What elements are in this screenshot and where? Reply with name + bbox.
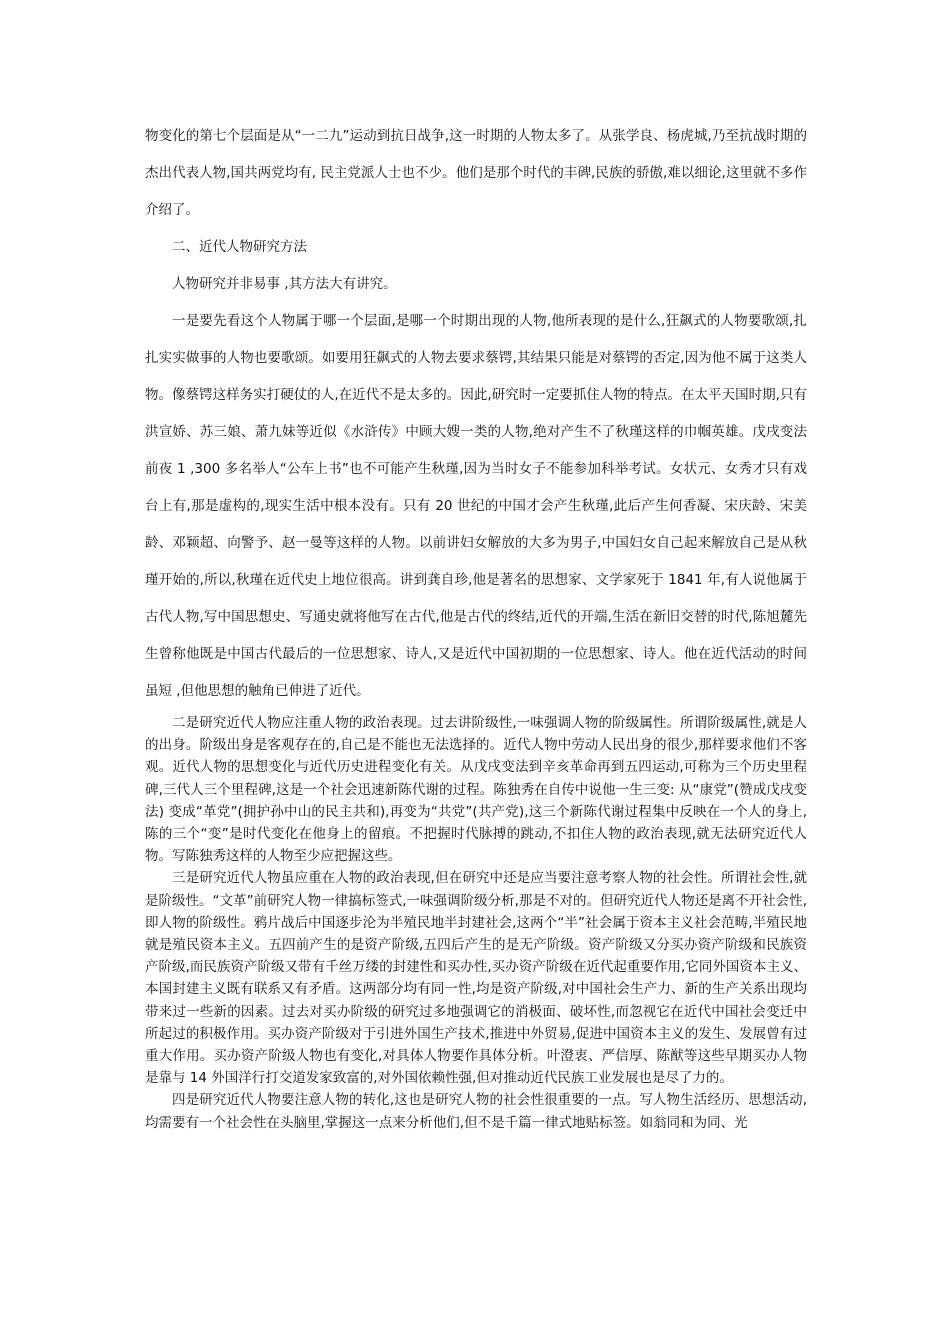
- paragraph-method-four: 四是研究近代人物要注意人物的转化,这也是研究人物的社会性很重要的一点。写人物生活经历、思想活动,均需要有一个社会性在头脑里,掌握这一点来分析他们,但不是千篇一律式地贴标签。如翁同和为同、光: [145, 1092, 807, 1131]
- paragraph-method-one: 一是要先看这个人物属于哪一个层面,是哪一个时期出现的人物,他所表现的是什么,狂飙式的人物要歌颂,扎扎实实做事的人物也要歌颂。如要用狂飙式的人物去要求蔡锷,其结果只能是对蔡锷的否定,因为他不属于这类人物。像蔡锷这样务实打硬仗的人,在近代不是太多的。因此,研究时一定要抓住人物的特点。在太平天国时期,只有洪宣娇、苏三娘、萧九妹等近似《水浒传》中顾大嫂一类的人物,绝对产生不了秋瑾这样的巾帼英雄。戊戌变法前夜 1 ,300 多名举人“公车上书”也不可能产生秋瑾,因为当时女子不能参加科举考试。女状元、女秀才只有戏台上有,那是虚构的,现实生活中根本没有。只有 20 世纪的中国才会产生秋瑾,此后产生何香凝、宋庆龄、宋美龄、邓颖超、向警予、赵一曼等这样的人物。以前讲妇女解放的大多为男子,中国妇女自己起来解放自己是从秋瑾开始的,所以,秋瑾在近代史上地位很高。讲到龚自珍,他是著名的思想家、文学家死于 1841 年,有人说他属于古代人物,写中国思想史、写通史就将他写在古代,他是古代的终结,近代的开端,生活在新旧交替的时代,陈旭麓先生曾称他既是中国古代最后的一位思想家、诗人,又是近代中国初期的一位思想家、诗人。他在近代活动的时间虽短 ,但他思想的触角已伸进了近代。: [145, 313, 807, 699]
- paragraph-intro: 人物研究并非易事 ,其方法大有讲究。: [172, 276, 397, 292]
- loose-section: [145, 118, 807, 710]
- document-page: [145, 118, 807, 1134]
- tight-section: [145, 712, 807, 1134]
- paragraph-method-three: 三是研究近代人物虽应重在人物的政治表现,但在研究中还是应当要注意考察人物的社会性。所谓社会性,就是阶级性。“文革”前研究人物一律搞标签式,一味强调阶级分析,那是不对的。但研究近代人物还是离不开社会性,即人物的阶级性。鸦片战后中国逐步沦为半殖民地半封建社会,这两个“半”社会属于资本主义社会范畴,半殖民地就是殖民资本主义。五四前产生的是资产阶级,五四后产生的是无产阶级。资产阶级又分买办资产阶级和民族资产阶级,而民族资产阶级又带有千丝万缕的封建性和买办性,买办资产阶级在近代起重要作用,它同外国资本主义、本国封建主义既有联系又有矛盾。这两部分均有同一性,均是资产阶级,对中国社会生产力、新的生产关系出现均带来过一些新的因素。过去对买办阶级的研究过多地强调它的消极面、破坏性,而忽视它在近代中国社会变迁中所起过的积极作用。买办资产阶级对于引进外国生产技术,推进中外贸易,促进中国资本主义的发生、发展曾有过重大作用。买办资产阶级人物也有变化,对具体人物要作具体分析。叶澄衷、严信厚、陈猷等这些早期买办人物是靠与 14 外国洋行打交道发家致富的,对外国依赖性强,但对推动近代民族工业发展也是尽了力的。: [145, 870, 807, 1087]
- section-heading: 二、近代人物研究方法: [172, 239, 307, 255]
- paragraph-continuation: 物变化的第七个层面是从“一二九”运动到抗日战争,这一时期的人物太多了。从张学良、杨虎城,乃至抗战时期的杰出代表人物,国共两党均有, 民主党派人士也不少。他们是那个时代的丰碑,民族的骄傲,难以细论,这里就不多作介绍了。: [145, 128, 807, 218]
- paragraph-method-two: 二是研究近代人物应注重人物的政治表现。过去讲阶级性,一味强调人物的阶级属性。所谓阶级属性,就是人的出身。阶级出身是客观存在的,自己是不能也无法选择的。近代人物中劳动人民出身的很少,那样要求他们不客观。近代人物的思想变化与近代历史进程变化有关。从戊戌变法到辛亥革命再到五四运动,可称为三个历史里程碑,三代人三个里程碑,这是一个社会迅速新陈代谢的过程。陈独秀在自传中说他一生三变: 从“康党”(赞成戊戌变法) 变成“革党”(拥护孙中山的民主共和),再变为“共党”(共产党),这三个新陈代谢过程集中反映在一个人的身上,陈的三个“变”是时代变化在他身上的留痕。不把握时代脉搏的跳动,不扣住人物的政治表现,就无法研究近代人物。写陈独秀这样的人物至少应把握这些。: [145, 715, 807, 865]
